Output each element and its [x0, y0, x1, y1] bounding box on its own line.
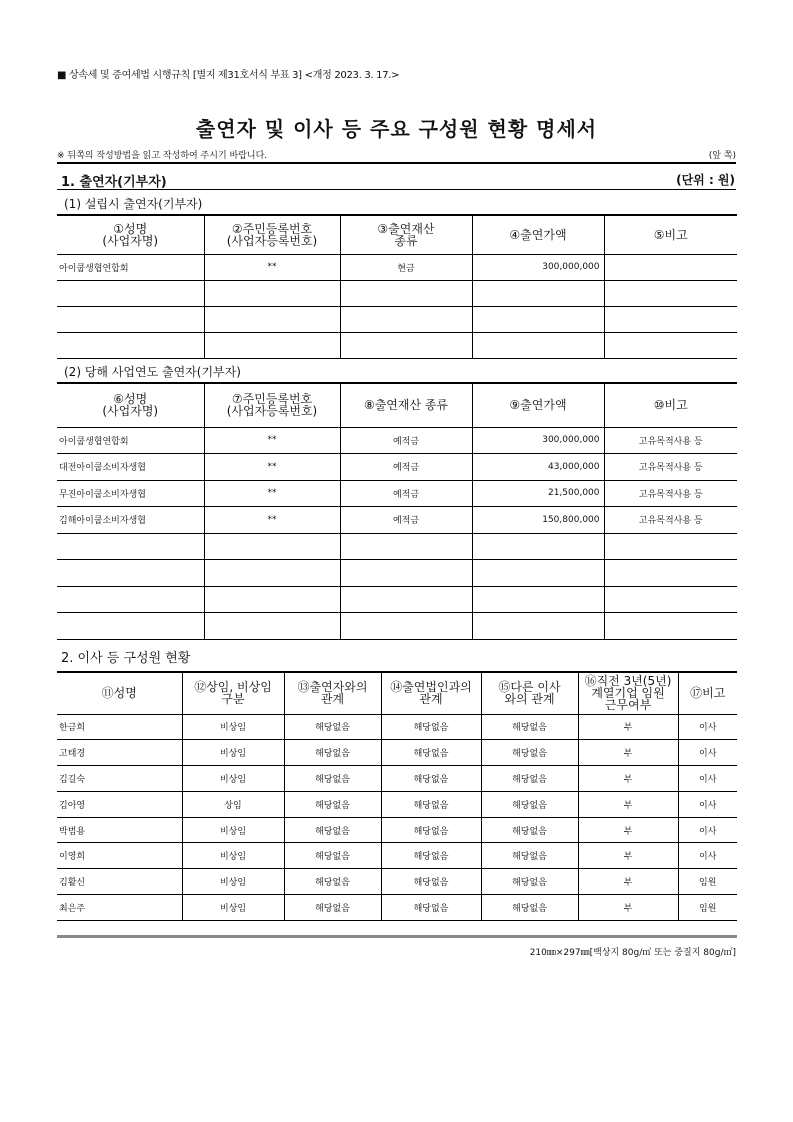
cell-remarks — [604, 586, 737, 613]
cell-name: 김길숙 — [57, 766, 182, 792]
col-header-line: ⑨출연가액 — [509, 398, 567, 413]
section2-title: 2. 이사 등 구성원 현황 — [61, 651, 191, 666]
cell-director-relation: 해당없음 — [481, 740, 578, 766]
cell-name: 이영희 — [57, 843, 182, 869]
col-header-asset-type — [340, 215, 472, 254]
cell-corp-relation: 해당없음 — [381, 869, 481, 895]
unit-label: (단위 : 원) — [676, 173, 735, 187]
cell-position-type: 비상임 — [182, 843, 284, 869]
cell-remarks: 고유목적사용 등 — [604, 427, 737, 454]
cell-remarks: 임원 — [678, 869, 737, 895]
cell-name — [57, 586, 204, 613]
cell-director-relation: 해당없음 — [481, 869, 578, 895]
cell-director-relation: 해당없음 — [481, 791, 578, 817]
col-header-line: ⑤비고 — [653, 227, 688, 242]
cell-reg-no: ** — [204, 480, 340, 507]
col-header-line: ②주민등록번호 — [231, 221, 313, 236]
col-header-remarks — [604, 215, 737, 254]
col-header-line: ⑭출연법인과의 — [390, 680, 472, 695]
cell-corp-relation: 해당없음 — [381, 817, 481, 843]
col-header-amount — [472, 383, 604, 427]
col-header-line: (사업자등록번호) — [226, 233, 318, 248]
cell-amount — [472, 306, 604, 332]
cell-remarks — [604, 613, 737, 640]
table-row — [57, 533, 737, 560]
cell-amount — [472, 613, 604, 640]
cell-amount: 300,000,000 — [472, 427, 604, 454]
cell-amount — [472, 560, 604, 587]
col-header-line: 관계 — [320, 692, 345, 707]
part2-title: (2) 당해 사업연도 출연자(기부자) — [64, 365, 241, 379]
page-side-label: (앞 쪽) — [708, 151, 736, 161]
cell-remarks: 고유목적사용 등 — [604, 454, 737, 481]
cell-corp-relation: 해당없음 — [381, 740, 481, 766]
cell-name — [57, 533, 204, 560]
cell-asset-type: 예적금 — [340, 480, 472, 507]
title-divider — [57, 162, 736, 164]
cell-asset-type — [340, 306, 472, 332]
cell-remarks — [604, 254, 737, 280]
table-row — [57, 254, 737, 280]
col-header-line: ⑥성명 — [113, 392, 148, 407]
cell-asset-type — [340, 560, 472, 587]
cell-remarks: 이사 — [678, 817, 737, 843]
col-header-line: ⑮다른 이사 — [498, 680, 561, 695]
cell-position-type: 비상임 — [182, 714, 284, 740]
table-row — [57, 766, 737, 792]
cell-name: 아이쿱생협연합회 — [57, 427, 204, 454]
cell-corp-relation: 해당없음 — [381, 895, 481, 921]
col-header-line: (사업자명) — [102, 233, 159, 248]
col-header-donor-relation — [284, 672, 381, 714]
col-header-position-type — [182, 672, 284, 714]
cell-remarks: 임원 — [678, 895, 737, 921]
cell-corp-relation: 해당없음 — [381, 714, 481, 740]
board-member-table — [57, 671, 737, 921]
table-row — [57, 427, 737, 454]
col-header-corp-relation — [381, 672, 481, 714]
col-header-line: 구분 — [221, 692, 245, 707]
cell-amount: 43,000,000 — [472, 454, 604, 481]
founding-donor-table — [57, 214, 737, 359]
cell-name: 김활신 — [57, 869, 182, 895]
cell-affiliate-history: 부 — [578, 791, 678, 817]
cell-remarks: 이사 — [678, 766, 737, 792]
col-header-line: ⑬출연자와의 — [297, 680, 368, 695]
col-header-line: ⑩비고 — [653, 398, 688, 413]
cell-name: 한금희 — [57, 714, 182, 740]
table-row — [57, 817, 737, 843]
paper-spec: 210㎜×297㎜[백상지 80g/㎡ 또는 중질지 80g/㎡] — [529, 948, 736, 958]
cell-corp-relation: 해당없음 — [381, 843, 481, 869]
cell-amount — [472, 332, 604, 358]
cell-reg-no: ** — [204, 254, 340, 280]
col-header-line: ⑦주민등록번호 — [231, 392, 313, 407]
cell-remarks: 이사 — [678, 714, 737, 740]
table-row — [57, 740, 737, 766]
table-row — [57, 895, 737, 921]
col-header-line: ⑧출연재산 종류 — [363, 398, 449, 413]
col-header-reg-no — [204, 215, 340, 254]
cell-name: 대전아이쿱소비자생협 — [57, 454, 204, 481]
cell-donor-relation: 해당없음 — [284, 869, 381, 895]
current-year-donor-table — [57, 382, 737, 640]
cell-affiliate-history: 부 — [578, 895, 678, 921]
cell-remarks: 이사 — [678, 791, 737, 817]
cell-remarks: 이사 — [678, 843, 737, 869]
cell-remarks — [604, 533, 737, 560]
cell-amount: 150,800,000 — [472, 507, 604, 534]
cell-position-type: 상임 — [182, 791, 284, 817]
cell-amount — [472, 280, 604, 306]
col-header-line: 계열기업 임원 — [591, 686, 665, 701]
cell-name: 무진아이쿱소비자생협 — [57, 480, 204, 507]
col-header-remarks — [604, 383, 737, 427]
cell-director-relation: 해당없음 — [481, 766, 578, 792]
cell-remarks — [604, 332, 737, 358]
col-header-line: (사업자명) — [102, 404, 159, 419]
cell-name: 최은주 — [57, 895, 182, 921]
cell-reg-no — [204, 533, 340, 560]
cell-name — [57, 613, 204, 640]
cell-reg-no: ** — [204, 507, 340, 534]
cell-name — [57, 560, 204, 587]
cell-asset-type — [340, 533, 472, 560]
cell-position-type: 비상임 — [182, 766, 284, 792]
cell-amount: 21,500,000 — [472, 480, 604, 507]
cell-donor-relation: 해당없음 — [284, 817, 381, 843]
table-row — [57, 791, 737, 817]
cell-donor-relation: 해당없음 — [284, 895, 381, 921]
table-row — [57, 586, 737, 613]
table-row — [57, 613, 737, 640]
cell-reg-no — [204, 332, 340, 358]
cell-asset-type — [340, 280, 472, 306]
cell-asset-type — [340, 586, 472, 613]
col-header-line: ④출연가액 — [509, 227, 567, 242]
cell-director-relation: 해당없음 — [481, 895, 578, 921]
cell-reg-no: ** — [204, 427, 340, 454]
cell-corp-relation: 해당없음 — [381, 766, 481, 792]
col-header-reg-no — [204, 383, 340, 427]
col-header-amount — [472, 215, 604, 254]
cell-affiliate-history: 부 — [578, 740, 678, 766]
cell-name — [57, 280, 204, 306]
col-header-line: 와의 관계 — [504, 692, 555, 707]
cell-name — [57, 332, 204, 358]
col-header-name — [57, 215, 204, 254]
form-reference: ■ 상속세 및 증여세법 시행규칙 [별지 제31호서식 부표 3] <개정 2023. 3. 17.> — [57, 70, 400, 81]
col-header-line: ⑪성명 — [101, 686, 137, 701]
cell-affiliate-history: 부 — [578, 869, 678, 895]
table-row — [57, 560, 737, 587]
instruction-note: ※ 뒤쪽의 작성방법을 읽고 작성하여 주시기 바랍니다. — [57, 151, 268, 161]
col-header-line: (사업자등록번호) — [226, 404, 318, 419]
cell-name: 고태경 — [57, 740, 182, 766]
cell-asset-type — [340, 613, 472, 640]
col-header-remarks — [678, 672, 737, 714]
col-header-line: 관계 — [419, 692, 443, 707]
cell-director-relation: 해당없음 — [481, 714, 578, 740]
col-header-line: ⑯직전 3년(5년) — [584, 674, 672, 689]
col-header-name — [57, 383, 204, 427]
cell-amount — [472, 586, 604, 613]
cell-remarks — [604, 306, 737, 332]
table-row — [57, 454, 737, 481]
cell-asset-type: 예적금 — [340, 507, 472, 534]
cell-remarks — [604, 280, 737, 306]
cell-affiliate-history: 부 — [578, 714, 678, 740]
cell-remarks: 고유목적사용 등 — [604, 480, 737, 507]
cell-affiliate-history: 부 — [578, 817, 678, 843]
cell-director-relation: 해당없음 — [481, 817, 578, 843]
col-header-line: ①성명 — [113, 221, 148, 236]
cell-reg-no: ** — [204, 454, 340, 481]
cell-name: 아이쿱생협연합회 — [57, 254, 204, 280]
cell-name: 박범용 — [57, 817, 182, 843]
cell-affiliate-history: 부 — [578, 843, 678, 869]
cell-amount: 300,000,000 — [472, 254, 604, 280]
cell-donor-relation: 해당없음 — [284, 791, 381, 817]
cell-name — [57, 306, 204, 332]
col-header-asset-type — [340, 383, 472, 427]
col-header-director-relation — [481, 672, 578, 714]
part1-title: (1) 설립시 출연자(기부자) — [64, 197, 203, 211]
table-row — [57, 332, 737, 358]
section1-divider — [57, 189, 736, 190]
col-header-line: 종류 — [394, 233, 418, 248]
cell-asset-type: 예적금 — [340, 427, 472, 454]
cell-director-relation: 해당없음 — [481, 843, 578, 869]
cell-reg-no — [204, 613, 340, 640]
table-row — [57, 843, 737, 869]
cell-name: 김해아이쿱소비자생협 — [57, 507, 204, 534]
cell-remarks: 고유목적사용 등 — [604, 507, 737, 534]
cell-reg-no — [204, 280, 340, 306]
cell-position-type: 비상임 — [182, 869, 284, 895]
col-header-line: ⑰비고 — [690, 686, 726, 701]
col-header-line: ⑫상임, 비상임 — [194, 680, 272, 695]
cell-donor-relation: 해당없음 — [284, 766, 381, 792]
cell-reg-no — [204, 586, 340, 613]
col-header-name — [57, 672, 182, 714]
table-row — [57, 714, 737, 740]
cell-asset-type: 현금 — [340, 254, 472, 280]
section1-title: 1. 출연자(기부자) — [61, 175, 167, 190]
table-row — [57, 280, 737, 306]
cell-donor-relation: 해당없음 — [284, 714, 381, 740]
cell-position-type: 비상임 — [182, 895, 284, 921]
cell-donor-relation: 해당없음 — [284, 740, 381, 766]
cell-donor-relation: 해당없음 — [284, 843, 381, 869]
cell-amount — [472, 533, 604, 560]
cell-affiliate-history: 부 — [578, 766, 678, 792]
cell-position-type: 비상임 — [182, 817, 284, 843]
cell-corp-relation: 해당없음 — [381, 791, 481, 817]
cell-remarks: 이사 — [678, 740, 737, 766]
table-row — [57, 306, 737, 332]
cell-asset-type: 예적금 — [340, 454, 472, 481]
col-header-affiliate-history — [578, 672, 678, 714]
table-row — [57, 480, 737, 507]
col-header-line: ③출연재산 — [377, 221, 435, 236]
bottom-bar — [57, 935, 737, 938]
page-title: 출연자 및 이사 등 주요 구성원 현황 명세서 — [195, 117, 598, 141]
col-header-line: 근무여부 — [604, 698, 652, 713]
cell-remarks — [604, 560, 737, 587]
table-row — [57, 869, 737, 895]
cell-name: 김아영 — [57, 791, 182, 817]
cell-position-type: 비상임 — [182, 740, 284, 766]
cell-reg-no — [204, 560, 340, 587]
cell-asset-type — [340, 332, 472, 358]
table-row — [57, 507, 737, 534]
cell-reg-no — [204, 306, 340, 332]
